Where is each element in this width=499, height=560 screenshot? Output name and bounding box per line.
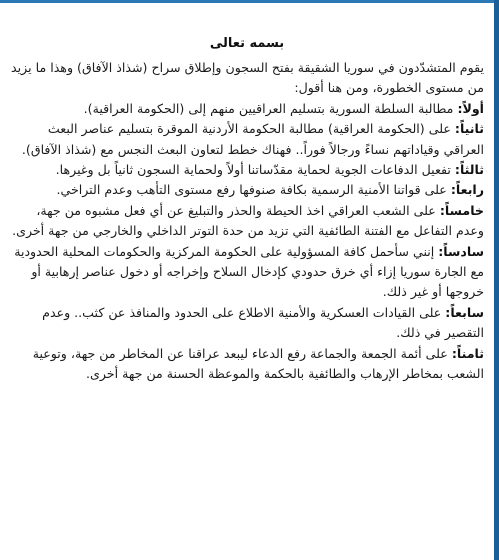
item-2 — [6, 119, 484, 160]
document-body — [6, 58, 484, 385]
item-7 — [6, 303, 484, 344]
item-8-lead: ثامناً: — [451, 345, 484, 361]
item-4-lead: رابعاً: — [450, 182, 484, 198]
item-5-text: على الشعب العراقي اخذ الحيطة والحذر والتبليغ عن أي فعل مشبوه من جهة، وعدم التفاعل مع الفتنة الطائفية التي تزيد من حدة التوتر الداخلي والخارجي من جهة أخرى. — [12, 202, 484, 239]
item-7-text: على القيادات العسكرية والأمنية الاطلاع على الحدود والمنافذ عن كثب.. وعدم التقصير في ذلك. — [42, 304, 484, 341]
item-8 — [6, 344, 484, 385]
item-4-text: على قواتنا الأمنية الرسمية بكافة صنوفها رفع مستوى التأهب وعدم التراخي. — [56, 182, 451, 198]
document-title: بسمه تعالى — [209, 36, 285, 51]
item-5-lead: خامساً: — [439, 202, 484, 218]
item-3-text: تفعيل الدفاعات الجوية لحماية مقدّساتنا أولاً ولحماية السجون ثانياً بل وغيرها. — [55, 162, 455, 178]
item-6-text: إنني سأحمل كافة المسؤولية على الحكومة المركزية والحكومات المحلية الحدودية مع الجارة سوريا إزاء أي خرق حدودي كإدخال السلاح وإخراجه أو دخول عناصر إرهابية أو خروجها أو غير ذلك. — [14, 243, 484, 300]
intro-paragraph: يقوم المتشدّدون في سوريا الشقيقة بفتح السجون وإطلاق سراح (شذاذ الآفاق) وهذا ما يزيد من مستوى الخطورة، ومن هنا أقول: — [11, 60, 484, 96]
item-3-lead: ثالثاً: — [454, 162, 484, 178]
item-8-text: على أئمة الجمعة والجماعة رفع الدعاء ليبعد عراقنا عن المخاطر من جهة، وتوعية الشعب بمخاطر الإرهاب والطائفية بالحكمة والموعظة الحسنة من جهة أخرى. — [32, 345, 484, 382]
item-7-lead: سابعاً: — [445, 304, 484, 320]
item-5 — [6, 201, 484, 242]
item-2-lead: ثانياً: — [454, 121, 484, 137]
top-border — [0, 0, 499, 3]
item-2-text: على (الحكومة العراقية) مطالبة الحكومة الأردنية الموقرة بتسليم عناصر البعث العراقي وقياداتهم نساءً ورجالاً فوراً.. فهناك خطط لتعاون البعث النجس مع (شذاذ الآفاق). — [21, 121, 484, 157]
item-1-lead: أولاً: — [457, 100, 484, 116]
item-3 — [6, 160, 484, 180]
item-1 — [6, 99, 484, 119]
item-6-lead: سادساً: — [438, 243, 484, 259]
item-4 — [6, 180, 484, 200]
item-1-text: مطالبة السلطة السورية بتسليم العراقيين منهم إلى (الحكومة العراقية). — [83, 100, 458, 116]
item-6 — [6, 242, 484, 303]
